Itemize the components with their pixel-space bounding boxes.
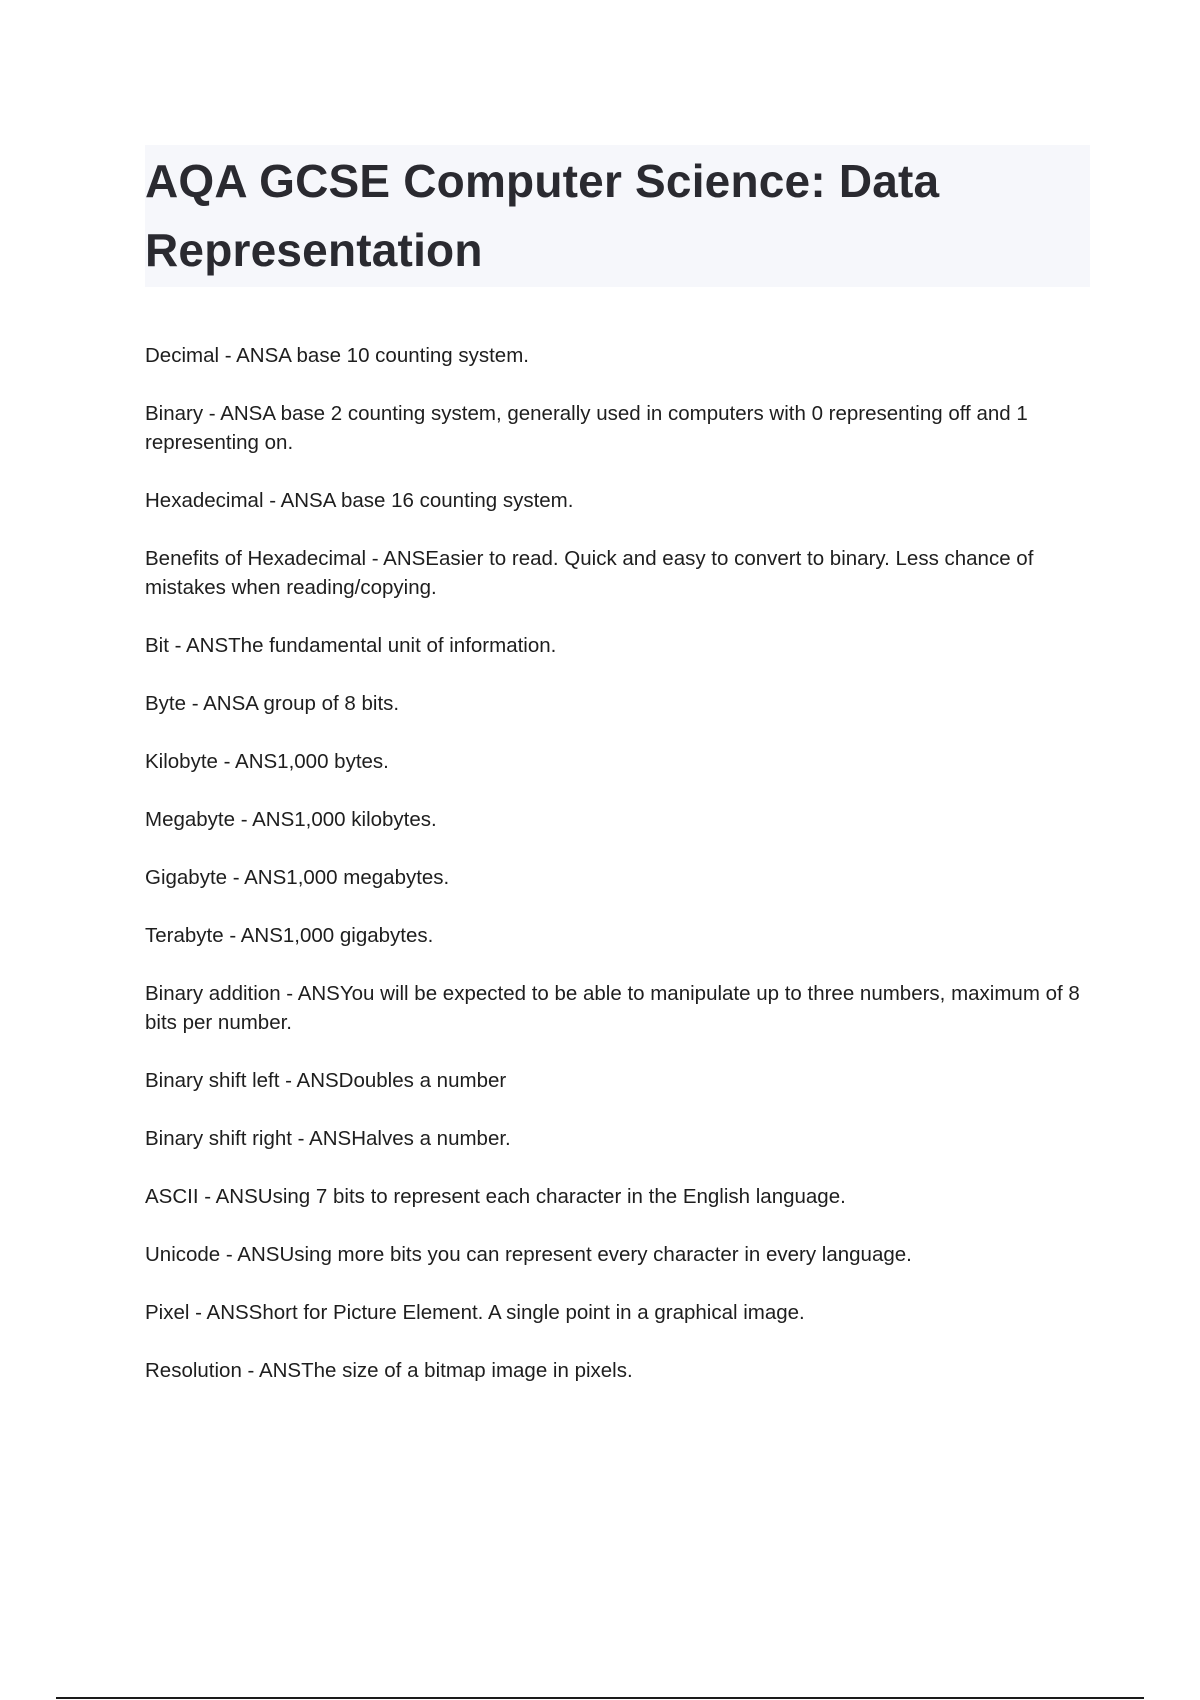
definition-entry-byte: Byte - ANSA group of 8 bits. xyxy=(145,692,400,715)
definition-entry-binary: Binary - ANSA base 2 counting system, generally used in computers with 0 representing off and 1 representing on. xyxy=(145,402,1028,454)
definition-entry-benefits-of-hexadecimal: Benefits of Hexadecimal - ANSEasier to read. Quick and easy to convert to binary. Less chance of mistakes when reading/copying. xyxy=(145,547,1034,599)
definition-list xyxy=(145,341,1090,1414)
definition-entry-pixel: Pixel - ANSShort for Picture Element. A single point in a graphical image. xyxy=(145,1301,805,1324)
definition-entry-unicode: Unicode - ANSUsing more bits you can represent every character in every language. xyxy=(145,1243,912,1266)
definition-entry-decimal: Decimal - ANSA base 10 counting system. xyxy=(145,344,529,367)
definition-entry-gigabyte: Gigabyte - ANS1,000 megabytes. xyxy=(145,866,450,889)
definition-entry-binary-shift-left: Binary shift left - ANSDoubles a number xyxy=(145,1069,507,1092)
definition-entry-bit: Bit - ANSThe fundamental unit of information. xyxy=(145,634,557,657)
definition-entry-binary-addition: Binary addition - ANSYou will be expected to be able to manipulate up to three numbers, maximum of 8 bits per number. xyxy=(145,982,1080,1034)
definition-entry-binary-shift-right: Binary shift right - ANSHalves a number. xyxy=(145,1127,511,1150)
definition-entry-kilobyte: Kilobyte - ANS1,000 bytes. xyxy=(145,750,389,773)
definition-entry-terabyte: Terabyte - ANS1,000 gigabytes. xyxy=(145,924,434,947)
title-banner xyxy=(145,145,1090,287)
page-title: AQA GCSE Computer Science: Data Representation xyxy=(145,155,940,276)
definition-entry-megabyte: Megabyte - ANS1,000 kilobytes. xyxy=(145,808,437,831)
definition-entry-resolution: Resolution - ANSThe size of a bitmap image in pixels. xyxy=(145,1359,633,1382)
definition-entry-hexadecimal: Hexadecimal - ANSA base 16 counting system. xyxy=(145,489,574,512)
definition-entry-ascii: ASCII - ANSUsing 7 bits to represent each character in the English language. xyxy=(145,1185,846,1208)
footer-divider xyxy=(56,1697,1144,1699)
